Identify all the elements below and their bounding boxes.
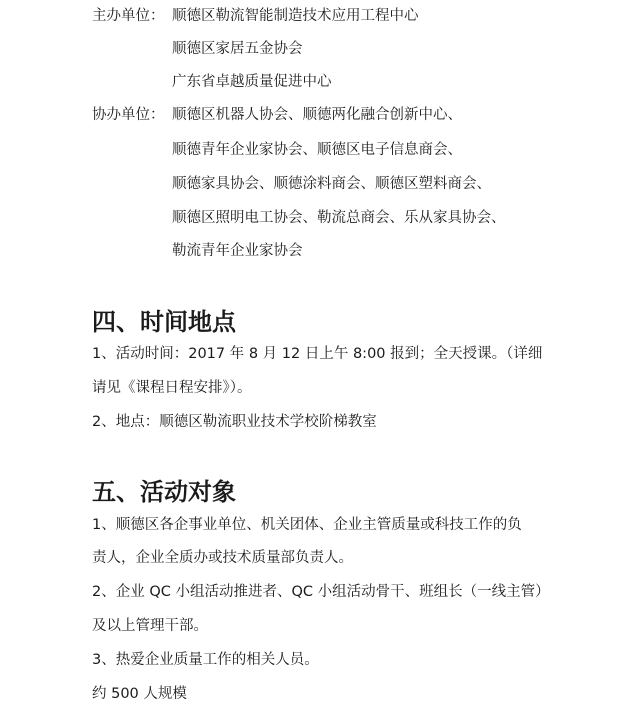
section-4-title: 四、时间地点	[92, 307, 236, 336]
section-5-line-6: 约 500 人规模	[92, 686, 187, 702]
co-label: 协办单位：	[92, 107, 165, 123]
section-5-line-1: 1、顺德区各企事业单位、机关团体、企业主管质量或科技工作的负	[92, 517, 522, 533]
section-5-line-2: 责人，企业全质办或技术质量部负责人。	[92, 550, 353, 566]
co-org-line-4: 顺德区照明电工协会、勒流总商会、乐从家具协会、	[172, 210, 506, 226]
host-org-3: 广东省卓越质量促进中心	[172, 74, 332, 90]
host-org-1: 顺德区勒流智能制造技术应用工程中心	[172, 8, 419, 24]
co-org-line-2: 顺德青年企业家协会、顺德区电子信息商会、	[172, 142, 462, 158]
section-5-title: 五、活动对象	[92, 477, 236, 506]
section-4-line-3: 2、地点：顺德区勒流职业技术学校阶梯教室	[92, 414, 377, 430]
host-org-2: 顺德区家居五金协会	[172, 41, 303, 57]
section-5-line-4: 及以上管理干部。	[92, 618, 208, 634]
section-4-line-1: 1、活动时间：2017 年 8 月 12 日上午 8:00 报到；全天授课。（详细	[92, 346, 543, 362]
co-org-line-1: 顺德区机器人协会、顺德两化融合创新中心、	[172, 107, 462, 123]
section-4-line-2: 请见《课程日程安排》）。	[92, 380, 252, 396]
host-label: 主办单位：	[92, 8, 165, 24]
section-5-line-5: 3、热爱企业质量工作的相关人员。	[92, 652, 319, 668]
section-5-line-3: 2、企业 QC 小组活动推进者、QC 小组活动骨干、班组长（一线主管）	[92, 584, 550, 600]
co-org-line-3: 顺德家具协会、顺德涂料商会、顺德区塑料商会、	[172, 176, 491, 192]
co-org-line-5: 勒流青年企业家协会	[172, 243, 303, 259]
